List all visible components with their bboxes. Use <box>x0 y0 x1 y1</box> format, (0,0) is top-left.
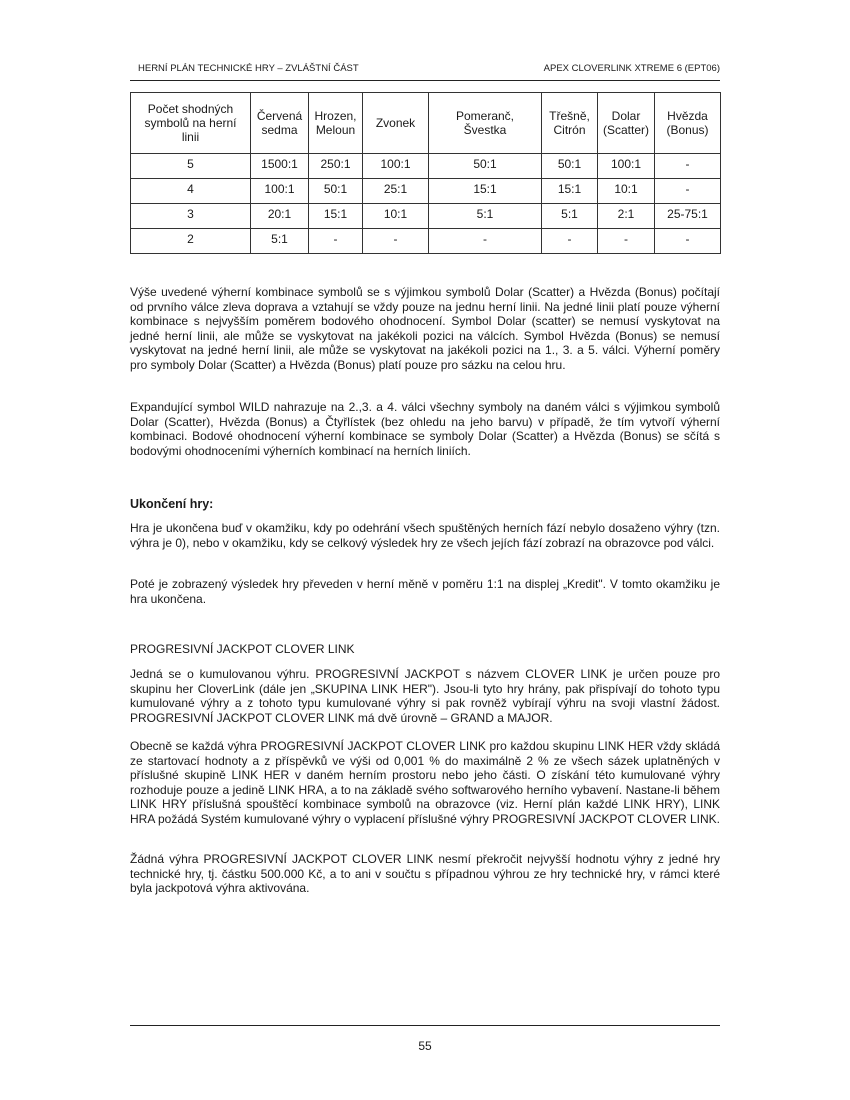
cell-value: - <box>598 229 655 254</box>
paytable <box>130 92 721 254</box>
cell-value: 100:1 <box>598 154 655 179</box>
column-header-cherry-lemon <box>542 93 598 154</box>
cell-value: 15:1 <box>309 204 363 229</box>
cell-value: 15:1 <box>542 179 598 204</box>
header-text: Třešně, <box>549 109 590 123</box>
cell-value: - <box>542 229 598 254</box>
paytable-row <box>131 179 721 204</box>
paytable-row <box>131 154 721 179</box>
paragraph-wild-rules <box>130 400 720 458</box>
paragraph-end-of-game <box>130 521 720 550</box>
paragraph-credit-transfer <box>130 577 720 606</box>
header-divider <box>130 80 720 81</box>
header-text: Zvonek <box>375 116 416 130</box>
paragraph-text: Žádná výhra PROGRESIVNÍ JACKPOT CLOVER LINK nesmí překročit nejvyšší hodnotu výhry z jedné hry technické hry, tj. částku 500.000 Kč, a to ani v součtu s případnou výhrou ze hry technické hry, v rámci které byla jackpotová výhra aktivována. <box>130 852 720 896</box>
cell-value: 50:1 <box>429 154 542 179</box>
cell-value: 250:1 <box>309 154 363 179</box>
page-header <box>130 63 720 77</box>
header-text: Dolar <box>611 109 641 123</box>
header-game-name: APEX CLOVERLINK XTREME 6 (EPT06) <box>543 63 720 74</box>
header-text: sedma <box>261 123 298 137</box>
paragraph-jackpot-intro <box>130 667 720 725</box>
cell-value: 25-75:1 <box>655 204 721 229</box>
section-heading-end-of-game: Ukončení hry: <box>130 497 214 511</box>
column-header-red-seven <box>251 93 309 154</box>
paragraph-symbol-rules <box>130 285 720 373</box>
cell-value: 25:1 <box>363 179 429 204</box>
footer-divider <box>130 1025 720 1026</box>
header-text: Citrón <box>553 123 586 137</box>
paytable-row <box>131 229 721 254</box>
cell-value: 5:1 <box>542 204 598 229</box>
paytable-header-row <box>131 93 721 154</box>
cell-value: - <box>309 229 363 254</box>
cell-value: 10:1 <box>363 204 429 229</box>
header-text: (Scatter) <box>602 123 649 137</box>
cell-value: - <box>655 229 721 254</box>
page-number: 55 <box>418 1039 432 1053</box>
header-document-title: HERNÍ PLÁN TECHNICKÉ HRY – ZVLÁŠTNÍ ČÁST <box>138 63 359 74</box>
header-text: Počet shodných <box>147 102 234 116</box>
column-header-star-bonus <box>655 93 721 154</box>
cell-value: - <box>655 179 721 204</box>
column-header-grapes-melon <box>309 93 363 154</box>
paragraph-text: Expandující symbol WILD nahrazuje na 2.,3. a 4. válci všechny symboly na daném válci s výjimkou symbolů Dolar (Scatter), Hvězda (Bonus) a Čtyřlístek (bez ohledu na jeho barvu) v případě, že tím vytvoří výherní kombinaci. Bodové ohodnocení výherní kombinace se symboly Dolar (Scatter) a Hvězda (Bonus) se sčítá s bodovými ohodnoceními výherních kombinací na herních liniích. <box>130 400 720 458</box>
cell-value: 20:1 <box>251 204 309 229</box>
cell-count: 4 <box>131 179 251 204</box>
header-text: (Bonus) <box>666 123 709 137</box>
cell-value: 5:1 <box>429 204 542 229</box>
header-text: Hvězda <box>667 109 708 123</box>
cell-value: 1500:1 <box>251 154 309 179</box>
column-header-dollar-scatter <box>598 93 655 154</box>
header-text: Hrozen, <box>314 109 357 123</box>
cell-count: 2 <box>131 229 251 254</box>
cell-value: 2:1 <box>598 204 655 229</box>
header-text: symbolů na herní <box>144 116 237 130</box>
cell-count: 3 <box>131 204 251 229</box>
paragraph-text: Hra je ukončena buď v okamžiku, kdy po odehrání všech spuštěných herních fází nebylo dosaženo výhry (tzn. výhra je 0), nebo v okamžiku, kdy se celkový výsledek hry ze všech jejích fází zobrazí na obrazovce pod válci. <box>130 521 720 550</box>
paragraph-jackpot-limit <box>130 852 720 896</box>
cell-value: 50:1 <box>542 154 598 179</box>
column-header-orange-plum <box>429 93 542 154</box>
cell-value: 10:1 <box>598 179 655 204</box>
header-text: Červená <box>256 109 303 123</box>
cell-value: 100:1 <box>363 154 429 179</box>
header-text: Švestka <box>463 123 507 137</box>
cell-value: 15:1 <box>429 179 542 204</box>
column-header-symbol-count <box>131 93 251 154</box>
section-heading-jackpot: PROGRESIVNÍ JACKPOT CLOVER LINK <box>130 642 355 656</box>
paragraph-text: Obecně se každá výhra PROGRESIVNÍ JACKPOT CLOVER LINK pro každou skupinu LINK HER vždy skládá ze startovací hodnoty a z příspěvků ve výši od 0,001 % do maximálně 2 % ze všech sázek uplatněných v příslušné skupině LINK HER v daném herním prostoru nebo jeho části. O získání této kumulované výhry rozhoduje pouze a jedině LINK HRA, a to na základě svého softwarového herního vybavení. Nastane-li během LINK HRY příslušná spouštěcí kombinace symbolů na obrazovce (viz. Herní plán každé LINK HRY), LINK HRA požádá Systém kumulované výhry o vyplacení příslušné výhry PROGRESIVNÍ JACKPOT CLOVER LINK. <box>130 739 720 826</box>
paytable-row <box>131 204 721 229</box>
paragraph-text: Poté je zobrazený výsledek hry převeden v herní měně v poměru 1:1 na displej „Kredit". V tomto okamžiku je hra ukončena. <box>130 577 720 606</box>
cell-value: - <box>429 229 542 254</box>
cell-value: - <box>655 154 721 179</box>
cell-value: 50:1 <box>309 179 363 204</box>
column-header-bell <box>363 93 429 154</box>
cell-value: 100:1 <box>251 179 309 204</box>
paragraph-text: Jedná se o kumulovanou výhru. PROGRESIVNÍ JACKPOT s názvem CLOVER LINK je určen pouze pro skupinu her CloverLink (dále jen „SKUPINA LINK HER"). Jsou-li tyto hry hrány, pak přispívají do tohoto typu kumulované výhry a z tohoto typu kumulované výhry si pak rovněž vybírají výhru na svoji vlastní žádost. PROGRESIVNÍ JACKPOT CLOVER LINK má dvě úrovně – GRAND a MAJOR. <box>130 667 720 725</box>
header-text: Pomeranč, <box>455 109 515 123</box>
paragraph-jackpot-contributions <box>130 739 720 827</box>
cell-value: 5:1 <box>251 229 309 254</box>
cell-count: 5 <box>131 154 251 179</box>
cell-value: - <box>363 229 429 254</box>
header-text: linii <box>181 130 200 144</box>
header-text: Meloun <box>315 123 356 137</box>
paragraph-text: Výše uvedené výherní kombinace symbolů se s výjimkou symbolů Dolar (Scatter) a Hvězda (Bonus) počítají od prvního válce zleva doprava a vztahují se vždy pouze na jednu herní linii. Na jedné linii platí pouze výherní kombinace s nejvyšším poměrem bodového ohodnocení. Symbol Dolar (scatter) se nemusí vyskytovat na jedné herní linii, ale může se vyskytovat na jakékoli pozici na válcích. Symbol Hvězda (Bonus) se nemusí vyskytovat na jedné herní linii, ale může se vyskytovat na jakékoli pozici na 1., 3. a 5. válci. Výherní poměry pro symboly Dolar (Scatter) a Hvězda (Bonus) platí pouze pro sázku na celou hru. <box>130 285 720 372</box>
